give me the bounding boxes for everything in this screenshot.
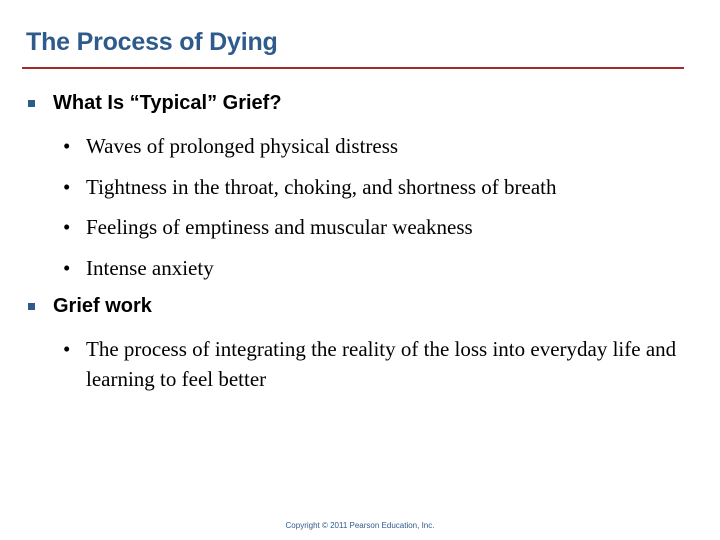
section-heading: Grief work [53,295,152,317]
slide-title: The Process of Dying [26,28,278,56]
list-item: Tightness in the throat, choking, and shortness of breath [86,175,557,199]
list-item: The process of integrating the reality of the loss into everyday life and learning to feel better [86,337,677,391]
list-item: Waves of prolonged physical distress [86,134,399,158]
bullet-dot-icon: • [63,337,71,361]
list-item: Intense anxiety [86,256,214,280]
copyright-footer: Copyright © 2011 Pearson Education, Inc. [285,521,435,530]
bullet-dot-icon: • [63,134,71,158]
bullet-dot-icon: • [63,175,71,199]
section-heading: What Is “Typical” Grief? [53,92,282,114]
bullet-dot-icon: • [63,256,71,280]
square-bullet-icon [28,100,35,107]
square-bullet-icon [28,303,35,310]
title-divider [22,67,684,69]
bullet-dot-icon: • [63,215,71,239]
list-item: Feelings of emptiness and muscular weakness [86,215,473,239]
